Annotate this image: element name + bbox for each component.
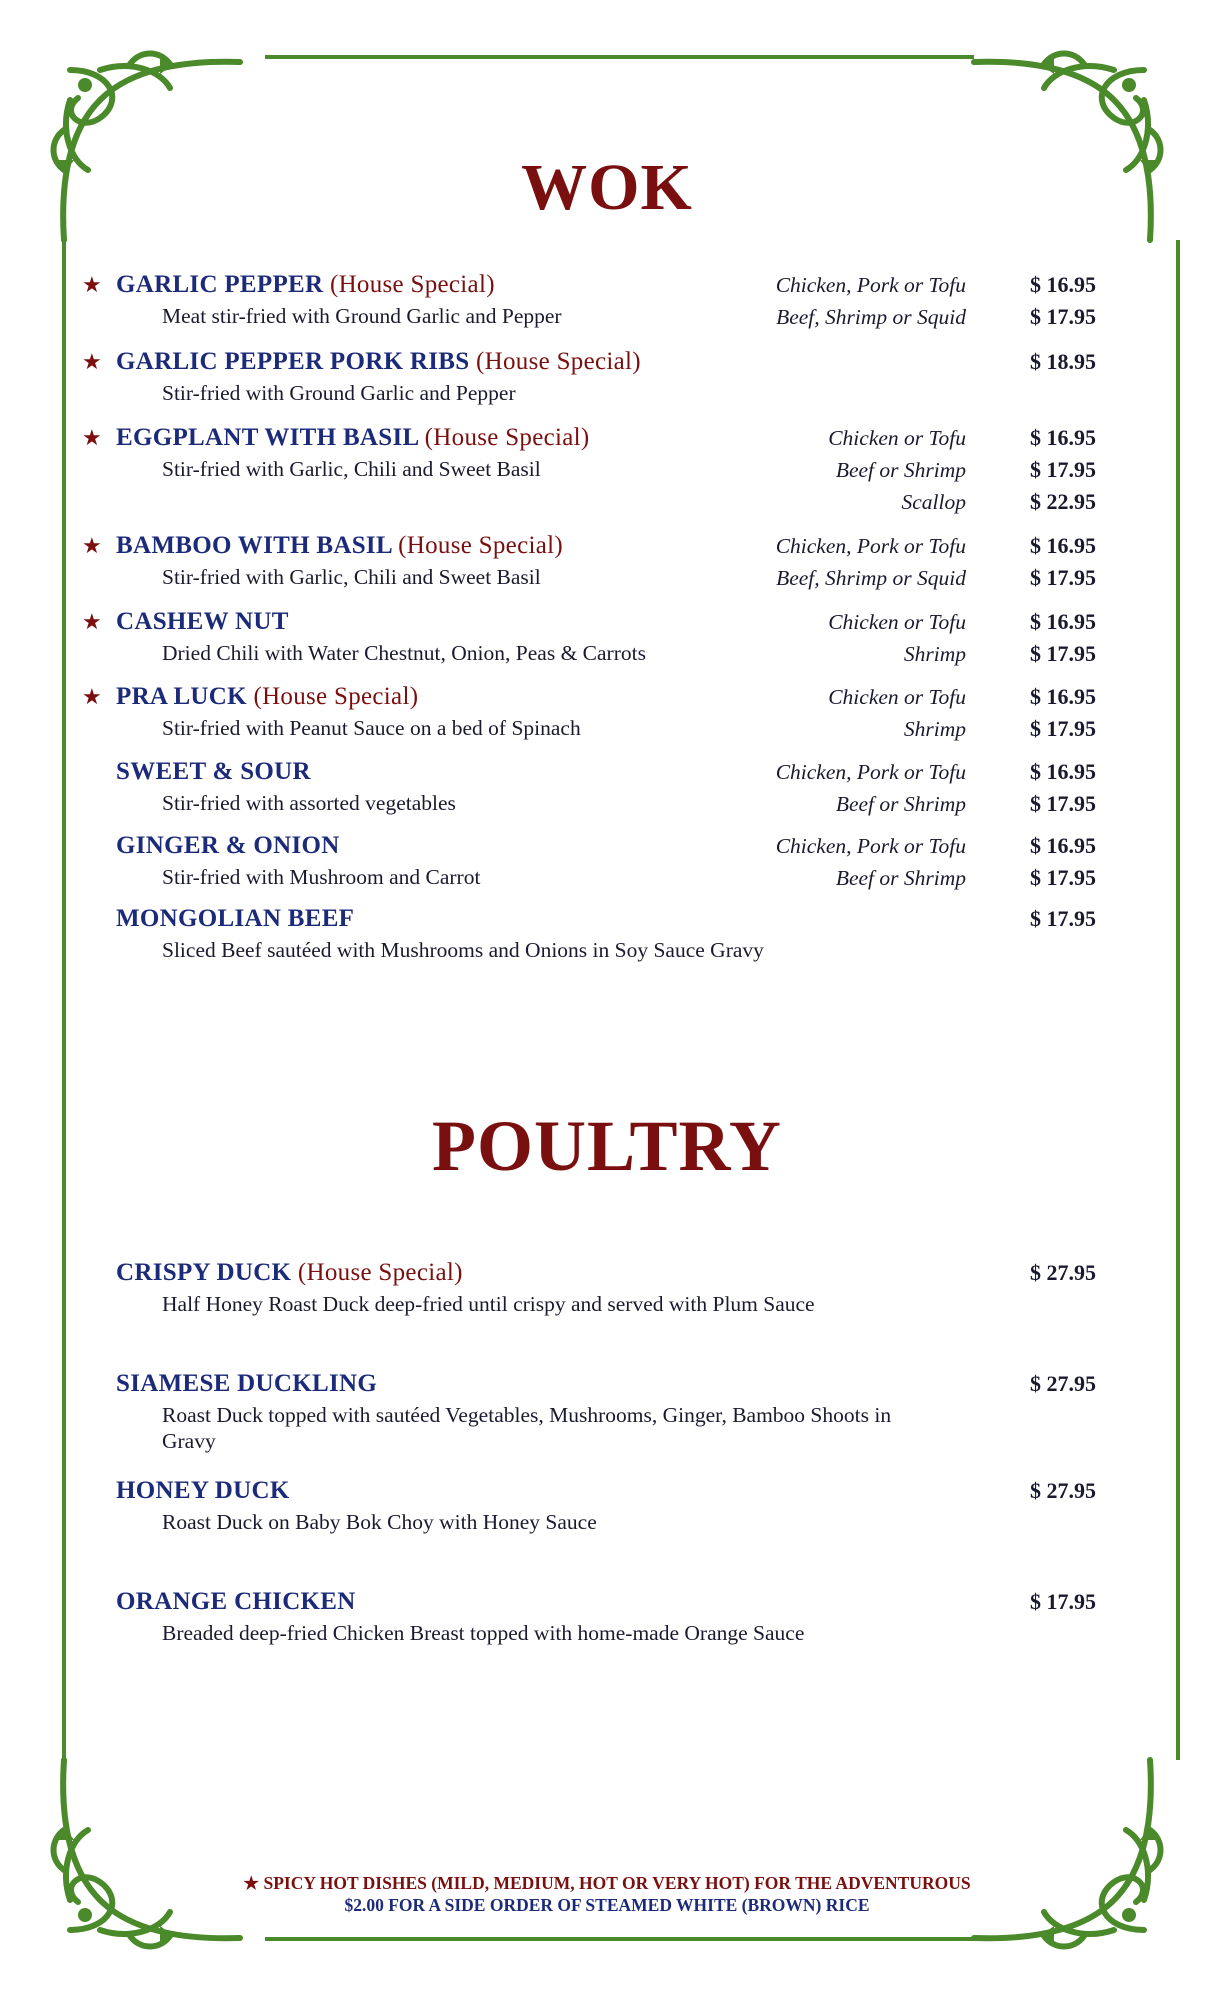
option-label: Chicken, Pork or Tofu bbox=[775, 534, 966, 558]
spicy-star-icon: ★ bbox=[243, 1873, 264, 1893]
spicy-star-icon: ★ bbox=[82, 609, 102, 634]
option-label: Beef, Shrimp or Squid bbox=[776, 305, 966, 329]
menu-item-description: Breaded deep-fried Chicken Breast topped with home-made Orange Sauce bbox=[162, 1621, 805, 1645]
option-label: Beef or Shrimp bbox=[835, 792, 966, 816]
item-name-text: BAMBOO WITH BASIL bbox=[116, 532, 392, 559]
footer-spicy-note: SPICY HOT DISHES (MILD, MEDIUM, HOT OR VERY HOT) FOR THE ADVENTUROUS bbox=[263, 1873, 971, 1893]
spicy-star-icon: ★ bbox=[82, 272, 102, 297]
option-price: $ 27.95 bbox=[1030, 1260, 1096, 1285]
footer-rice-note: $2.00 FOR A SIDE ORDER OF STEAMED WHITE (BROWN) RICE bbox=[344, 1895, 870, 1915]
option-label: Chicken or Tofu bbox=[828, 426, 966, 450]
item-name-text: PRA LUCK bbox=[116, 683, 247, 710]
poultry-section-title: POULTRY bbox=[432, 1106, 782, 1186]
frame-top-border bbox=[265, 55, 974, 59]
menu-item-name bbox=[116, 531, 563, 561]
spicy-star-icon: ★ bbox=[82, 349, 102, 374]
item-name-text: GARLIC PEPPER PORK RIBS bbox=[116, 348, 470, 375]
house-special-label: (House Special) bbox=[329, 271, 495, 298]
option-price: $ 17.95 bbox=[1030, 457, 1096, 482]
frame-bottom-border bbox=[265, 1937, 974, 1941]
menu-item-description: Roast Duck topped with sautéed Vegetables, Mushrooms, Ginger, Bamboo Shoots in Gravy bbox=[162, 1403, 892, 1453]
option-label: Chicken, Pork or Tofu bbox=[775, 273, 966, 297]
option-price: $ 16.95 bbox=[1030, 533, 1096, 558]
menu-item-description: Stir-fried with Garlic, Chili and Sweet Basil bbox=[162, 457, 541, 481]
option-price: $ 18.95 bbox=[1030, 349, 1096, 374]
item-name-text: SWEET & SOUR bbox=[116, 758, 311, 785]
menu-item-description: Stir-fried with Ground Garlic and Pepper bbox=[162, 381, 516, 405]
menu-item-name bbox=[116, 904, 354, 934]
menu-item-name bbox=[116, 423, 590, 453]
wok-section-title: WOK bbox=[521, 151, 693, 224]
frame-left-border bbox=[62, 240, 66, 1760]
option-label: Chicken or Tofu bbox=[828, 610, 966, 634]
option-label: Beef or Shrimp bbox=[835, 866, 966, 890]
option-price: $ 17.95 bbox=[1030, 865, 1096, 890]
house-special-label: (House Special) bbox=[424, 424, 590, 451]
menu-item-name bbox=[116, 1369, 377, 1399]
option-price: $ 16.95 bbox=[1030, 609, 1096, 634]
frame-right-border bbox=[1176, 240, 1180, 1760]
menu-item-description: Dried Chili with Water Chestnut, Onion, Peas & Carrots bbox=[162, 641, 646, 665]
house-special-label: (House Special) bbox=[398, 532, 563, 559]
option-price: $ 16.95 bbox=[1030, 833, 1096, 858]
ornament-corner-bottom-left bbox=[40, 1740, 260, 1960]
spicy-star-icon: ★ bbox=[82, 533, 102, 558]
menu-item-description: Half Honey Roast Duck deep-fried until crispy and served with Plum Sauce bbox=[162, 1292, 815, 1316]
menu-item-name bbox=[116, 1258, 463, 1288]
house-special-label: (House Special) bbox=[297, 1259, 463, 1286]
menu-item-description: Roast Duck on Baby Bok Choy with Honey Sauce bbox=[162, 1510, 597, 1534]
menu-item-description: Stir-fried with Mushroom and Carrot bbox=[162, 865, 481, 889]
menu-item-name bbox=[116, 682, 418, 712]
item-name-text: GINGER & ONION bbox=[116, 832, 340, 859]
menu-item-name bbox=[116, 1476, 290, 1506]
ornament-corner-bottom-right bbox=[954, 1740, 1174, 1960]
item-name-text: CRISPY DUCK bbox=[116, 1259, 292, 1286]
option-price: $ 17.95 bbox=[1030, 791, 1096, 816]
option-label: Chicken or Tofu bbox=[828, 685, 966, 709]
option-label: Beef or Shrimp bbox=[835, 458, 966, 482]
item-name-text: EGGPLANT WITH BASIL bbox=[116, 424, 419, 451]
spicy-star-icon: ★ bbox=[82, 684, 102, 709]
item-name-text: MONGOLIAN BEEF bbox=[116, 905, 355, 932]
option-price: $ 16.95 bbox=[1030, 272, 1096, 297]
menu-item-name bbox=[116, 831, 340, 861]
footer-notes bbox=[0, 1872, 1214, 1916]
option-label: Chicken, Pork or Tofu bbox=[775, 834, 966, 858]
menu-item-name bbox=[116, 270, 495, 300]
menu-item-description: Stir-fried with assorted vegetables bbox=[162, 791, 456, 815]
house-special-label: (House Special) bbox=[253, 683, 419, 710]
option-price: $ 27.95 bbox=[1030, 1478, 1096, 1503]
option-price: $ 17.95 bbox=[1030, 716, 1096, 741]
option-price: $ 17.95 bbox=[1030, 906, 1096, 931]
option-price: $ 16.95 bbox=[1030, 684, 1096, 709]
menu-item-description: Meat stir-fried with Ground Garlic and Pepper bbox=[162, 304, 562, 328]
option-price: $ 17.95 bbox=[1030, 1589, 1096, 1614]
option-label: Scallop bbox=[901, 490, 966, 514]
option-price: $ 17.95 bbox=[1030, 641, 1096, 666]
option-price: $ 17.95 bbox=[1030, 565, 1096, 590]
item-name-text: SIAMESE DUCKLING bbox=[116, 1370, 378, 1397]
menu-item-name bbox=[116, 607, 289, 637]
option-price: $ 16.95 bbox=[1030, 759, 1096, 784]
menu-item-description: Sliced Beef sautéed with Mushrooms and Onions in Soy Sauce Gravy bbox=[162, 938, 764, 962]
item-name-text: ORANGE CHICKEN bbox=[116, 1588, 356, 1615]
menu-item-description: Stir-fried with Garlic, Chili and Sweet Basil bbox=[162, 565, 541, 589]
option-label: Shrimp bbox=[903, 642, 966, 666]
option-label: Chicken, Pork or Tofu bbox=[775, 760, 966, 784]
option-price: $ 17.95 bbox=[1030, 304, 1096, 329]
option-label: Beef, Shrimp or Squid bbox=[776, 566, 966, 590]
menu-item-description: Stir-fried with Peanut Sauce on a bed of Spinach bbox=[162, 716, 581, 740]
item-name-text: GARLIC PEPPER bbox=[116, 271, 324, 298]
item-name-text: CASHEW NUT bbox=[116, 608, 289, 635]
option-price: $ 16.95 bbox=[1030, 425, 1096, 450]
spicy-star-icon: ★ bbox=[82, 425, 102, 450]
option-label: Shrimp bbox=[903, 717, 966, 741]
menu-item-name bbox=[116, 1587, 356, 1617]
menu-item-name bbox=[116, 757, 311, 787]
option-price: $ 22.95 bbox=[1030, 489, 1096, 514]
option-price: $ 27.95 bbox=[1030, 1371, 1096, 1396]
house-special-label: (House Special) bbox=[476, 348, 641, 375]
menu-item-name bbox=[116, 347, 641, 377]
item-name-text: HONEY DUCK bbox=[116, 1477, 290, 1504]
